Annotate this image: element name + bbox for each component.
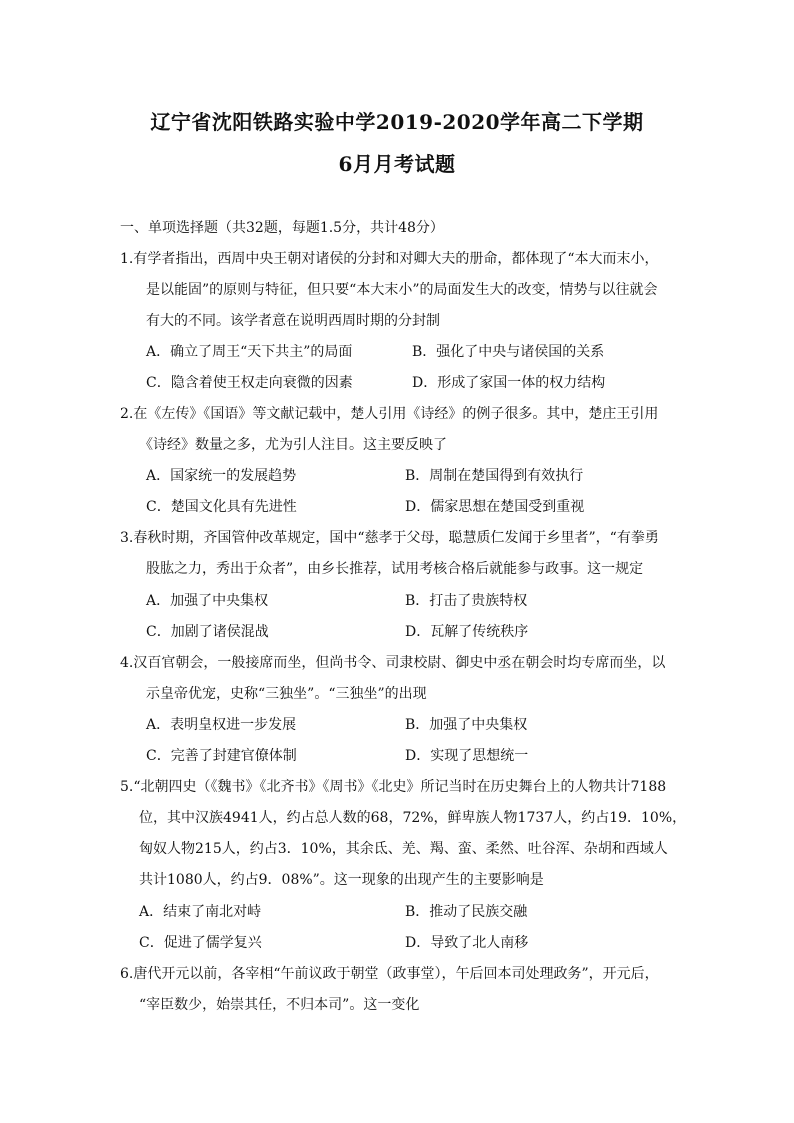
option-d: D．瓦解了传统秩序 [405,624,529,640]
question-line: 1.有学者指出，西周中央王朝对诸侯的分封和对卿大夫的册命，都体现了“本大而末小， [120,251,659,267]
option-a: A．加强了中央集权 [146,593,269,609]
question-line: 2.在《左传》《国语》等文献记载中，楚人引用《诗经》的例子很多。其中，楚庄王引用 [120,406,659,422]
option-b: B．周制在楚国得到有效执行 [405,468,584,484]
question-line: 有大的不同。该学者意在说明西周时期的分封制 [146,313,440,329]
question-line: 4.汉百官朝会，一般接席而坐，但尚书令、司隶校尉、御史中丞在朝会时均专席而坐，以 [120,655,666,671]
option-a: A．表明皇权进一步发展 [146,717,297,733]
option-a: A．确立了周王“天下共主”的局面 [146,344,353,360]
question-line: 共计1080人，约占9．08%”。这一现象的出现产生的主要影响是 [139,872,544,888]
option-a: A．国家统一的发展趋势 [146,468,297,484]
section-heading: 一、单项选择题（共32题，每题1.5分，共计48分） [120,220,444,236]
title-line-1: 辽宁省沈阳铁路实验中学2019-2020学年高二下学期 [150,110,644,134]
question-line: 股肱之力，秀出于众者”，由乡长推荐，试用考核合格后就能参与政事。这一规定 [146,561,644,577]
option-c: C．促进了儒学复兴 [139,935,262,951]
question-line: 《诗经》数量之多，尤为引人注目。这主要反映了 [139,437,447,453]
option-b: B．推动了民族交融 [405,904,528,920]
question-line: 5.“北朝四史（《魏书》《北齐书》《周书》《北史》所记当时在历史舞台上的人物共计7188 [120,779,667,795]
option-d: D．形成了家国一体的权力结构 [412,375,606,391]
option-b: B．强化了中央与诸侯国的关系 [412,344,605,360]
option-c: C．加剧了诸侯混战 [146,624,269,640]
question-line: 3.春秋时期，齐国管仲改革规定，国中“慈孝于父母，聪慧质仁发闻于乡里者”，“有拳勇 [120,530,659,546]
option-b: B．打击了贵族特权 [405,593,528,609]
question-line: 6.唐代开元以前，各宰相“午前议政于朝堂（政事堂），午后回本司处理政务”，开元后， [120,966,659,982]
question-line: “宰臣数少，始崇其任，不归本司”。这一变化 [139,997,420,1013]
question-line: 匈奴人物215人，约占3．10%，其余氐、羌、羯、蛮、柔然、吐谷浑、杂胡和西域人 [139,841,668,857]
title-line-2: 6月月考试题 [338,152,456,176]
option-d: D．实现了思想统一 [405,748,529,764]
option-c: C．楚国文化具有先进性 [146,499,297,515]
question-line: 位，其中汉族4941人，约占总人数的68，72%，鲜卑族人物1737人，约占19．10%， [139,810,687,826]
option-c: C．完善了封建官僚体制 [146,748,297,764]
option-d: D．儒家思想在楚国受到重视 [405,499,585,515]
option-d: D．导致了北人南移 [405,935,529,951]
option-b: B．加强了中央集权 [405,717,528,733]
question-line: 是以能固”的原则与特征，但只要“本大末小”的局面发生大的改变，情势与以往就会 [146,282,658,298]
question-line: 示皇帝优宠，史称“三独坐”。“三独坐”的出现 [146,686,427,702]
option-c: C．隐含着使王权走向衰微的因素 [146,375,353,391]
option-a: A．结束了南北对峙 [139,904,262,920]
